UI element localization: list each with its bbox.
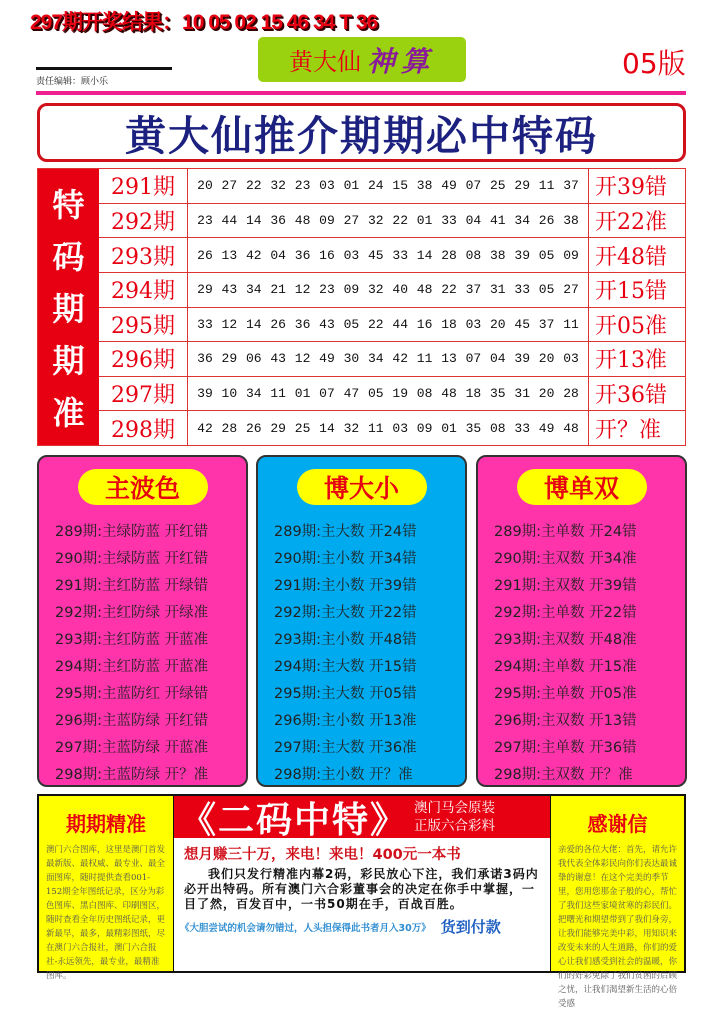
prediction-box (256, 455, 467, 787)
list-item: 298期:主蓝防绿 开？准 (55, 767, 209, 783)
pink-divider (36, 91, 686, 95)
period: 296期 (99, 342, 188, 376)
list-item: 290期:主小数 开34错 (274, 551, 417, 567)
prediction-table (37, 168, 686, 446)
list-item: 298期:主双数 开？准 (494, 767, 633, 783)
numbers: 23 44 14 36 48 09 27 32 22 01 33 04 41 34 26 38 (188, 204, 589, 238)
list-item: 297期:主大数 开36准 (274, 740, 417, 756)
list-item: 291期:主双数 开39错 (494, 578, 637, 594)
period: 298期 (99, 411, 188, 445)
book-ad (174, 796, 551, 971)
table-row (99, 273, 685, 308)
list-item: 297期:主单数 开36错 (494, 740, 637, 756)
list-item: 294期:主大数 开15错 (274, 659, 417, 675)
list-item: 295期:主单数 开05准 (494, 686, 637, 702)
period: 295期 (99, 308, 188, 342)
list-item: 295期:主大数 开05错 (274, 686, 417, 702)
title-banner (37, 103, 686, 162)
list-item: 292期:主红防绿 开绿准 (55, 605, 209, 621)
table-row (99, 169, 685, 204)
ad-tip: 《大胆尝试的机会请勿错过，人头担保得此书者月入30万》 (180, 922, 431, 934)
promo-left-text: 澳门六合图库，这里是澳门首发最新版、最权威、最专业、最全面图库，随时提供查看001-152期全年图纸记录，区分为彩色图库、黑白图库、印刷图区，随时查看全年历史图纸记录，更新最早，最多，最精彩图纸，尽在澳门六合报社，澳门六合报社-永远领先，最专业，最精准图库。 (46, 845, 166, 981)
book-banner (174, 796, 550, 841)
table-row (99, 342, 685, 377)
numbers: 20 27 22 32 23 03 01 24 15 38 49 07 25 29 11 37 (188, 169, 589, 203)
letter-title: 感谢信 (587, 812, 648, 836)
period: 292期 (99, 204, 188, 238)
prediction-box (37, 455, 248, 787)
brand-calligraphy: 神算 (366, 44, 435, 78)
numbers: 42 28 26 29 25 14 32 11 03 09 01 35 08 33 49 48 (188, 411, 589, 445)
banner-side-1: 澳门马会原装 (414, 800, 496, 816)
promo-left (39, 796, 174, 981)
list-item: 290期:主绿防蓝 开红错 (55, 551, 209, 567)
book-title: 《二码中特》 (180, 799, 409, 841)
result: 开48错 (595, 244, 667, 270)
table-row (99, 238, 685, 273)
box-title: 博单双 (517, 469, 647, 505)
promo-left-title: 期期精准 (66, 812, 146, 836)
edition-label: 05版 (622, 47, 686, 80)
list-item: 298期:主小数 开？准 (274, 767, 413, 783)
table-row (99, 411, 685, 445)
brand-name: 黄大仙 (288, 48, 361, 76)
period: 297期 (99, 377, 188, 411)
result: 开13准 (595, 348, 667, 374)
side-char: 码 (52, 238, 85, 276)
side-char: 特 (52, 186, 85, 224)
draw-result-line: 297期开奖结果：10 05 02 15 46 34 T 36 (30, 11, 378, 34)
divider (36, 67, 172, 70)
numbers: 36 29 06 43 12 49 30 34 42 11 13 07 04 39 20 03 (188, 342, 589, 376)
numbers: 39 10 34 11 01 07 47 05 19 08 48 18 35 31 20 28 (188, 377, 589, 411)
list-item: 289期:主单数 开24错 (494, 524, 637, 540)
result: 开36错 (595, 383, 667, 409)
side-char: 期 (52, 342, 85, 380)
side-char: 期 (52, 290, 85, 328)
side-char: 准 (52, 394, 85, 432)
result: 开？准 (595, 417, 662, 443)
table-row (99, 377, 685, 412)
result: 开15错 (595, 279, 667, 305)
side-label (38, 169, 99, 445)
bottom-ad-section (37, 794, 686, 1009)
list-item: 291期:主小数 开39错 (274, 578, 417, 594)
thank-you-letter (551, 796, 684, 1009)
editor-credit: 责任编辑：顾小乐 (36, 77, 109, 87)
result: 开05准 (595, 313, 667, 339)
cod-label: 货到付款 (440, 918, 501, 936)
list-item: 296期:主小数 开13准 (274, 713, 417, 729)
table-row (99, 308, 685, 343)
list-item: 291期:主红防蓝 开绿错 (55, 578, 209, 594)
list-item: 294期:主单数 开15准 (494, 659, 637, 675)
letter-text: 亲爱的各位大佬：首先，请允许我代表全体彩民向你们表达最诚挚的谢意！在这个完美的季节里，您用您那金子般的心，帮忙了我们这些家境贫寒的彩民们。把曙光和期望带到了我们身旁，让我们能够完美中彩，用知识来改变未来的人生道路，你们的爱心让我们感受到社会的温暖，你们的好彩免除了我们贫困的后顾之忧，让我们渴望新生活的心倍受感 (558, 845, 678, 1009)
table-row (99, 204, 685, 239)
list-item: 293期:主红防蓝 开蓝准 (55, 632, 209, 648)
list-item: 293期:主小数 开48错 (274, 632, 417, 648)
list-item: 290期:主双数 开34准 (494, 551, 637, 567)
result: 开39错 (595, 175, 667, 201)
prediction-box (476, 455, 687, 787)
box-title: 主波色 (78, 469, 208, 505)
list-item: 296期:主双数 开13错 (494, 713, 637, 729)
list-item: 294期:主红防蓝 开蓝准 (55, 659, 209, 675)
result: 开22准 (595, 209, 667, 235)
page-title: 黄大仙推介期期必中特码 (125, 112, 598, 160)
list-item: 292期:主大数 开22错 (274, 605, 417, 621)
numbers: 33 12 14 26 36 43 05 22 44 16 18 03 20 45 37 11 (188, 308, 589, 342)
period: 291期 (99, 169, 188, 203)
list-item: 295期:主蓝防红 开绿错 (55, 686, 209, 702)
slogan: 想月赚三十万，来电！来电！400元一本书 (184, 847, 461, 863)
brand-logo (258, 37, 466, 82)
period: 294期 (99, 273, 188, 307)
numbers: 29 43 34 21 12 23 09 32 40 48 22 37 31 33 05 27 (188, 273, 589, 307)
numbers: 26 13 42 04 36 16 03 45 33 14 28 08 38 39 05 09 (188, 238, 589, 272)
list-item: 296期:主蓝防绿 开红错 (55, 713, 209, 729)
list-item: 289期:主大数 开24错 (274, 524, 417, 540)
list-item: 293期:主双数 开48准 (494, 632, 637, 648)
ad-paragraph: 我们只发行精准内幕2码，彩民放心下注，我们承诺3码内必开出特码。所有澳门六合彩董事会的决定在你手中掌握，一目了然，百发百中，一书50期在手，百战百胜。 (184, 867, 539, 911)
banner-side-2: 正版六合彩料 (414, 818, 496, 834)
period: 293期 (99, 238, 188, 272)
list-item: 292期:主单数 开22错 (494, 605, 637, 621)
box-title: 博大小 (297, 469, 427, 505)
list-item: 289期:主绿防蓝 开红错 (55, 524, 209, 540)
list-item: 297期:主蓝防绿 开蓝准 (55, 740, 209, 756)
